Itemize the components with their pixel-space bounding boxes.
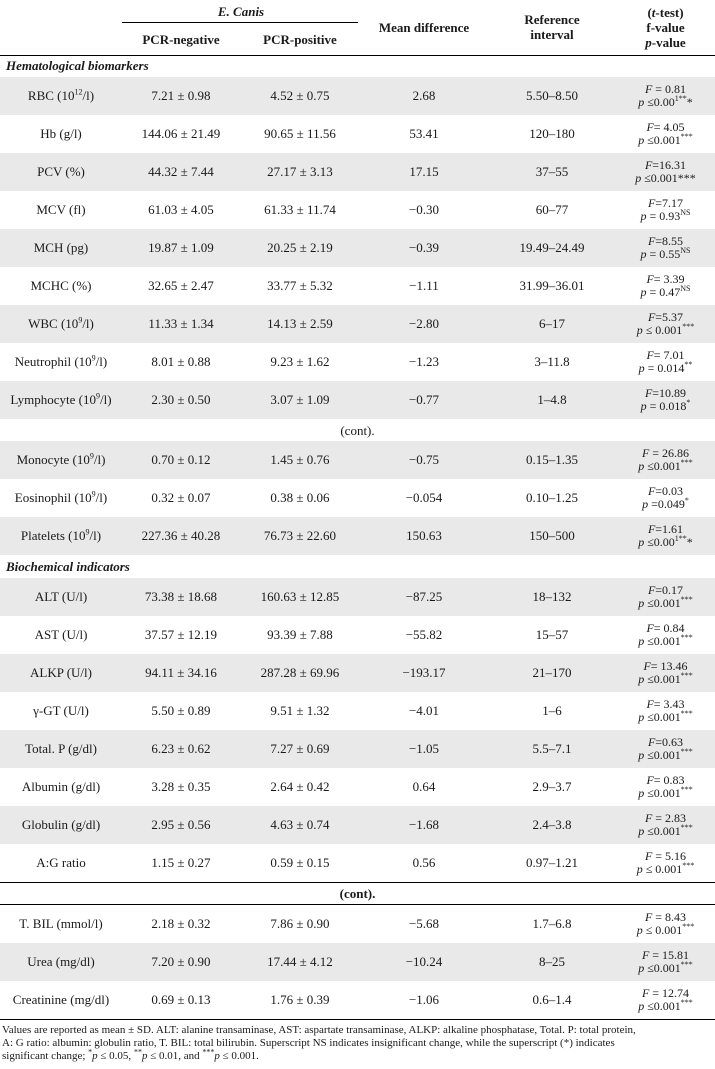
cell-mean-difference: −1.23 [408, 354, 440, 369]
cell-p-value: p ≤0.001*** [638, 998, 693, 1013]
cell-mean-difference: 0.56 [412, 855, 436, 870]
cell-f-value: F=0.17 [647, 583, 684, 597]
table-row [0, 191, 715, 229]
col-header-test [616, 5, 715, 50]
header-bottom-rule [0, 55, 715, 56]
cell-pcr-positive: 90.65 ± 11.56 [264, 126, 336, 141]
cell-p-value: $p \le 0.00^{1**}*$ [638, 534, 693, 549]
table-row [0, 343, 715, 381]
cell-p-value: $p = 0.55^{NS}$ [640, 246, 691, 261]
col-header-pcr-negative: PCR-negative [142, 32, 220, 47]
cell-parameter: Lymphocyte $(10^9/l)$ [10, 391, 112, 407]
cell-pcr-positive: 4.52 ± 0.75 [270, 88, 330, 103]
cell-pcr-negative: 73.38 ± 18.68 [144, 589, 218, 604]
cell-parameter: MCH (pg) [33, 240, 89, 255]
cell-test-result [616, 774, 715, 800]
cell-f-value: F = 5.16 [644, 849, 687, 863]
cell-pcr-positive: 287.28 ± 69.96 [260, 665, 340, 680]
table-row [0, 267, 715, 305]
cell-mean-difference: −193.17 [402, 665, 446, 680]
cell-reference-interval: 0.15–1.35 [526, 452, 578, 467]
cell-pcr-negative: 61.03 ± 4.05 [148, 202, 214, 217]
cell-test-result [616, 485, 715, 511]
cell-pcr-negative: 94.11 ± 34.16 [145, 665, 217, 680]
cell-reference-interval: 19.49–24.49 [519, 240, 585, 255]
section-hematological: Hematological biomarkers [6, 58, 149, 73]
cell-reference-interval: 150–500 [529, 528, 575, 543]
cell-test-result [616, 850, 715, 876]
cell-pcr-negative: 5.50 ± 0.89 [151, 703, 211, 718]
cell-f-value: F= 0.84 [646, 621, 685, 635]
cell-test-result [616, 235, 715, 261]
cell-mean-difference: −10.24 [405, 954, 443, 969]
cell-p-value: p ≤0.001*** [638, 960, 693, 975]
cell-reference-interval: 5.50–8.50 [526, 88, 578, 103]
cell-p-value: p ≤0.001*** [638, 747, 693, 762]
cell-parameter: MCHC (%) [30, 278, 92, 293]
cell-test-result [616, 447, 715, 473]
cell-mean-difference: −1.11 [409, 278, 439, 293]
cell-pcr-negative: 2.30 ± 0.50 [151, 392, 211, 407]
cell-mean-difference: −87.25 [405, 589, 443, 604]
cell-test-result [616, 987, 715, 1013]
cell-pcr-positive: 7.27 ± 0.69 [270, 741, 330, 756]
cell-pcr-positive: 27.17 ± 3.13 [267, 164, 333, 179]
cell-reference-interval: 1–4.8 [537, 392, 567, 407]
col-header-reference [488, 12, 616, 42]
cell-reference-interval: 1.7–6.8 [532, 916, 572, 931]
cell-f-value: F=8.55 [647, 234, 684, 248]
cell-mean-difference: 2.68 [412, 88, 436, 103]
group-title-ecanis: E. Canis [217, 4, 265, 19]
table-row [0, 115, 715, 153]
cell-reference-interval: 37–55 [535, 164, 569, 179]
cell-p-value: p ≤0.001*** [638, 458, 693, 473]
cell-parameter: A:G ratio [36, 855, 86, 870]
cell-f-value: F= 3.39 [646, 272, 685, 286]
cell-f-value: F=0.03 [647, 484, 684, 498]
cell-parameter: Albumin (g/dl) [21, 779, 101, 794]
cell-p-value: p ≤ 0.001*** [636, 861, 695, 876]
cell-parameter: Eosinophil $(10^9/l)$ [14, 489, 108, 505]
cell-pcr-positive: 17.44 ± 4.12 [267, 954, 333, 969]
cell-reference-interval: 3–11.8 [534, 354, 570, 369]
cell-f-value: F=5.37 [647, 310, 684, 324]
cell-f-value: F = 8.43 [644, 910, 687, 924]
cell-test-result [616, 83, 715, 109]
cell-pcr-positive: 4.63 ± 0.74 [270, 817, 330, 832]
cell-pcr-positive: 93.39 ± 7.88 [267, 627, 333, 642]
cell-reference-interval: 15–57 [535, 627, 569, 642]
cell-pcr-positive: 9.51 ± 1.32 [270, 703, 330, 718]
cell-pcr-positive: 2.64 ± 0.42 [270, 779, 330, 794]
table-row [0, 616, 715, 654]
cell-mean-difference: 0.64 [412, 779, 436, 794]
cell-mean-difference: −0.054 [405, 490, 443, 505]
cell-f-value: F = 0.81 [644, 82, 687, 96]
cell-f-value: F=7.17 [647, 196, 684, 210]
cell-pcr-negative: 37.57 ± 12.19 [144, 627, 218, 642]
cell-pcr-negative: 2.95 ± 0.56 [151, 817, 211, 832]
cell-p-value: p ≤0.001*** [638, 132, 693, 147]
cell-p-value: p ≤0.001*** [638, 633, 693, 648]
cell-p-value: $p \le 0.00^{1**}*$ [638, 94, 693, 109]
table-row [0, 578, 715, 616]
col-header-reference-line2: interval [530, 27, 574, 42]
cell-test-result [616, 197, 715, 223]
cell-pcr-negative: 0.32 ± 0.07 [151, 490, 211, 505]
cell-mean-difference: −4.01 [408, 703, 440, 718]
cell-parameter: Hb (g/l) [40, 126, 82, 141]
cell-test-result [616, 812, 715, 838]
cell-reference-interval: 1–6 [542, 703, 562, 718]
table-row [0, 943, 715, 981]
cell-test-result [616, 523, 715, 549]
table-row [0, 905, 715, 943]
footnote-line-1: Values are reported as mean ± SD. ALT: alanine transaminase, AST: aspartate transaminase, ALKP: alkaline phosphatase, Total. P: total protein, [2, 1024, 636, 1036]
cell-pcr-positive: 3.07 ± 1.09 [270, 392, 330, 407]
table-row [0, 654, 715, 692]
table-footnote [2, 1024, 712, 1063]
cell-pcr-positive: 20.25 ± 2.19 [267, 240, 333, 255]
cell-test-result [616, 622, 715, 648]
col-header-pcr-positive: PCR-positive [263, 32, 337, 47]
cell-parameter: ALKP (U/l) [30, 665, 92, 680]
cell-pcr-positive: 0.38 ± 0.06 [270, 490, 330, 505]
table-row [0, 441, 715, 479]
cont-label-2: (cont). [339, 886, 376, 901]
cell-mean-difference: −5.68 [408, 916, 440, 931]
cell-p-value: p ≤ 0.001*** [636, 322, 695, 337]
cell-pcr-positive: 61.33 ± 11.74 [264, 202, 336, 217]
table-row [0, 692, 715, 730]
cell-f-value: F=10.89 [644, 386, 687, 400]
cell-p-value: $p = 0.93^{NS}$ [640, 208, 691, 223]
cell-pcr-negative: 2.18 ± 0.32 [151, 916, 211, 931]
cell-parameter: Urea (mg/dl) [27, 954, 95, 969]
cell-test-result [616, 387, 715, 413]
cell-f-value: F= 3.43 [646, 697, 685, 711]
cell-pcr-positive: 76.73 ± 22.60 [263, 528, 337, 543]
cell-parameter: ALT (U/l) [34, 589, 88, 604]
cell-f-value: F=1.61 [647, 522, 684, 536]
cell-mean-difference: 53.41 [409, 126, 439, 141]
table-row [0, 844, 715, 882]
cell-parameter: PCV (%) [37, 164, 85, 179]
cell-test-result [616, 311, 715, 337]
cell-mean-difference: −2.80 [408, 316, 440, 331]
cell-pcr-positive: 33.77 ± 5.32 [267, 278, 333, 293]
cell-pcr-negative: 0.70 ± 0.12 [151, 452, 211, 467]
cell-p-value: p = 0.018* [640, 398, 691, 413]
cell-pcr-negative: 32.65 ± 2.47 [148, 278, 214, 293]
cell-mean-difference: −1.68 [408, 817, 440, 832]
col-header-test-line1: (t-test) [647, 5, 684, 20]
cell-test-result [616, 698, 715, 724]
cell-pcr-positive: 160.63 ± 12.85 [260, 589, 340, 604]
table-row [0, 981, 715, 1019]
table-row [0, 305, 715, 343]
table-row [0, 730, 715, 768]
cell-reference-interval: 8–25 [539, 954, 565, 969]
cell-pcr-positive: 0.59 ± 0.15 [270, 855, 330, 870]
cell-pcr-negative: 11.33 ± 1.34 [148, 316, 214, 331]
cell-f-value: F= 4.05 [646, 120, 685, 134]
cell-p-value: p ≤0.001*** [638, 785, 693, 800]
cell-p-value: p =0.049* [642, 496, 689, 511]
cell-test-result [616, 273, 715, 299]
cell-reference-interval: 5.5–7.1 [532, 741, 572, 756]
cell-parameter: MCV (fl) [36, 202, 86, 217]
cell-mean-difference: −1.06 [408, 992, 440, 1007]
cont-label-1: (cont). [340, 423, 375, 438]
cell-p-value: $p = 0.47^{NS}$ [640, 284, 691, 299]
cell-mean-difference: −55.82 [405, 627, 443, 642]
cell-pcr-negative: 19.87 ± 1.09 [148, 240, 214, 255]
cell-pcr-negative: 144.06 ± 21.49 [141, 126, 221, 141]
cell-parameter: Globulin (g/dl) [21, 817, 101, 832]
cell-f-value: F= 13.46 [643, 659, 688, 673]
cell-reference-interval: 0.97–1.21 [526, 855, 578, 870]
cell-parameter: Monocyte $(10^9/l)$ [16, 451, 106, 467]
table-row [0, 153, 715, 191]
cell-mean-difference: 17.15 [409, 164, 439, 179]
cell-parameter: Platelets $(10^9/l)$ [20, 527, 102, 543]
cell-test-result [616, 660, 715, 686]
table-row [0, 768, 715, 806]
table-row [0, 381, 715, 419]
cell-test-result [616, 584, 715, 610]
cell-f-value: F = 15.81 [641, 948, 690, 962]
table-row [0, 806, 715, 844]
cell-reference-interval: 6–17 [539, 316, 565, 331]
cell-pcr-negative: 3.28 ± 0.35 [151, 779, 211, 794]
cell-reference-interval: 0.10–1.25 [526, 490, 578, 505]
cell-pcr-negative: 0.69 ± 0.13 [151, 992, 211, 1007]
cell-reference-interval: 2.4–3.8 [532, 817, 572, 832]
cell-pcr-negative: 6.23 ± 0.62 [151, 741, 211, 756]
cell-parameter: WBC $(10^9/l)$ [28, 315, 94, 331]
cell-f-value: F=16.31 [644, 158, 687, 172]
table-row [0, 517, 715, 555]
cell-parameter: γ-GT (U/l) [33, 703, 89, 718]
cell-pcr-positive: 1.76 ± 0.39 [270, 992, 330, 1007]
cell-test-result [616, 121, 715, 147]
cell-pcr-negative: 7.21 ± 0.98 [151, 88, 211, 103]
cell-reference-interval: 18–132 [532, 589, 572, 604]
cell-test-result [616, 349, 715, 375]
cell-p-value: p ≤0.001*** [638, 595, 693, 610]
footnote-line-2: A: G ratio: albumin: globulin ratio, T. BIL: total bilirubin. Superscript NS indicates insignificant change, while the superscript (*) indicates [2, 1037, 615, 1049]
cell-f-value: F=0.63 [647, 735, 684, 749]
cell-test-result [616, 911, 715, 937]
col-header-mean-difference: Mean difference [378, 20, 470, 35]
cell-parameter: RBC $(10^{12}/l)$ [27, 87, 95, 103]
cell-test-result [616, 949, 715, 975]
table-row [0, 77, 715, 115]
cell-p-value: p ≤ 0.001*** [636, 922, 695, 937]
col-header-test-line3: p-value [645, 35, 686, 50]
footnote-line-3: significant change; *p ≤ 0.05, **p ≤ 0.01, and ***p ≤ 0.001. [2, 1047, 259, 1062]
cell-parameter: T. BIL (mmol/l) [19, 916, 103, 931]
cell-reference-interval: 2.9–3.7 [532, 779, 572, 794]
cell-pcr-positive: 14.13 ± 2.59 [267, 316, 333, 331]
cell-pcr-positive: 9.23 ± 1.62 [270, 354, 330, 369]
cell-reference-interval: 21–170 [532, 665, 572, 680]
cell-pcr-positive: 7.86 ± 0.90 [270, 916, 330, 931]
cell-mean-difference: −0.75 [408, 452, 440, 467]
col-header-test-line2: f-value [646, 20, 685, 35]
col-header-reference-line1: Reference [524, 12, 580, 27]
cell-p-value: p ≤0.001*** [635, 171, 696, 185]
table-row [0, 479, 715, 517]
cell-pcr-negative: 44.32 ± 7.44 [148, 164, 214, 179]
cell-parameter: Neutrophil $(10^9/l)$ [14, 353, 108, 369]
group-underline [122, 22, 358, 23]
cell-f-value: F = 12.74 [641, 986, 690, 1000]
cell-reference-interval: 31.99–36.01 [519, 278, 585, 293]
cell-mean-difference: −1.05 [408, 741, 440, 756]
cell-pcr-negative: 1.15 ± 0.27 [151, 855, 211, 870]
cell-pcr-negative: 227.36 ± 40.28 [141, 528, 221, 543]
cell-f-value: F = 26.86 [641, 446, 690, 460]
cell-parameter: Creatinine (mg/dl) [12, 992, 110, 1007]
cell-p-value: p = 0.014** [638, 360, 693, 375]
cell-mean-difference: −0.77 [408, 392, 440, 407]
cell-pcr-positive: 1.45 ± 0.76 [270, 452, 330, 467]
cell-f-value: F = 2.83 [644, 811, 687, 825]
cell-pcr-negative: 8.01 ± 0.88 [151, 354, 211, 369]
cell-parameter: AST (U/l) [34, 627, 88, 642]
cell-f-value: F= 0.83 [646, 773, 685, 787]
section-biochemical: Biochemical indicators [6, 559, 130, 574]
cell-test-result [616, 159, 715, 185]
cell-mean-difference: 150.63 [406, 528, 442, 543]
cell-p-value: p ≤0.001*** [638, 709, 693, 724]
cell-test-result [616, 736, 715, 762]
cell-reference-interval: 0.6–1.4 [532, 992, 572, 1007]
table-bottom-rule [0, 1019, 715, 1020]
cell-p-value: p ≤0.001*** [638, 671, 693, 686]
cell-mean-difference: −0.30 [408, 202, 440, 217]
cell-pcr-negative: 7.20 ± 0.90 [151, 954, 211, 969]
table-row [0, 229, 715, 267]
cell-f-value: F= 7.01 [646, 348, 685, 362]
cell-reference-interval: 60–77 [535, 202, 569, 217]
cell-parameter: Total. P (g/dl) [25, 741, 97, 756]
cell-p-value: p ≤0.001*** [638, 823, 693, 838]
rule-above-cont-2 [0, 882, 715, 883]
cell-mean-difference: −0.39 [408, 240, 440, 255]
cell-reference-interval: 120–180 [529, 126, 575, 141]
